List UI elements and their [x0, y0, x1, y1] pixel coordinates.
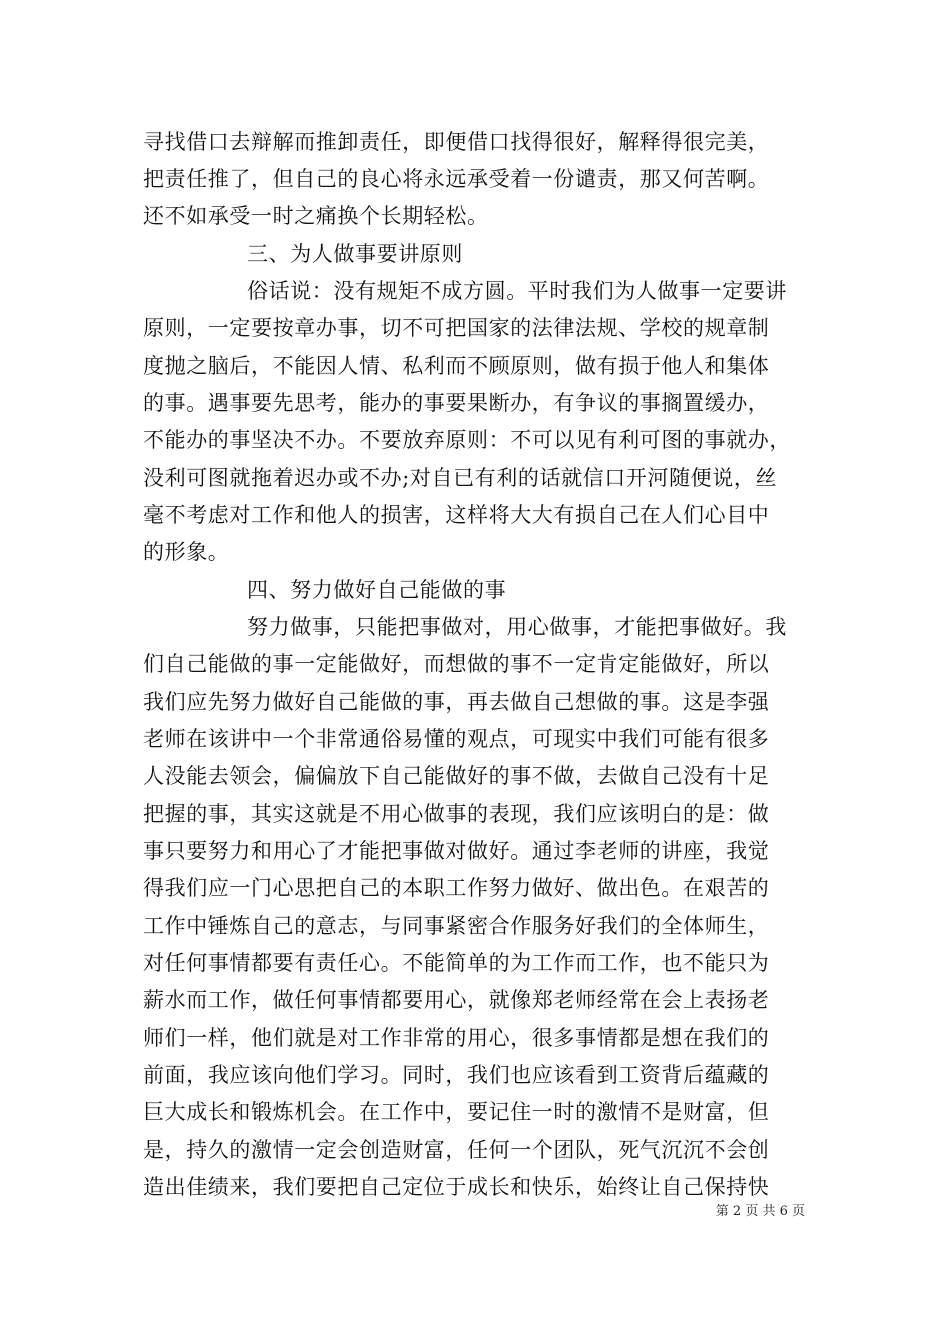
text-line: 造出佳绩来，我们要把自己定位于成长和快乐，始终让自己保持快	[143, 1175, 770, 1199]
text-line: 努力做事，只能把事做对，用心做事，才能把事做好。我	[247, 615, 787, 639]
text-line: 原则，一定要按章办事，切不可把国家的法律法规、学校的规章制	[143, 316, 770, 340]
text-line: 巨大成长和锻炼机会。在工作中，要记住一时的激情不是财富，但	[143, 1100, 770, 1124]
text-line: 师们一样，他们就是对工作非常的用心，很多事情都是想在我们的	[143, 1026, 770, 1050]
text-line: 度抛之脑后，不能因人情、私利而不顾原则，做有损于他人和集体	[143, 354, 770, 378]
text-line: 毫不考虑对工作和他人的损害，这样将大大有损自己在人们心目中	[143, 503, 770, 527]
section-heading-4: 四、努力做好自己能做的事	[247, 578, 507, 602]
text-line: 得我们应一门心思把自己的本职工作努力做好、做出色。在艰苦的	[143, 876, 770, 900]
text-line: 工作中锤炼自己的意志，与同事紧密合作服务好我们的全体师生，	[143, 914, 770, 938]
text-line: 是，持久的激情一定会创造财富，任何一个团队，死气沉沉不会创	[143, 1138, 770, 1162]
text-line: 把责任推了，但自己的良心将永远承受着一份谴责，那又何苦啊。	[143, 167, 770, 191]
text-line: 们自己能做的事一定能做好，而想做的事不一定肯定能做好，所以	[143, 652, 770, 676]
text-line: 人没能去领会，偏偏放下自己能做好的事不做，去做自己没有十足	[143, 764, 770, 788]
text-line: 事只要努力和用心了才能把事做对做好。通过李老师的讲座，我觉	[143, 839, 770, 863]
text-line: 对任何事情都要有责任心。不能简单的为工作而工作，也不能只为	[143, 951, 770, 975]
text-line: 还不如承受一时之痛换个长期轻松。	[143, 204, 489, 228]
page-number-footer: 第 2 页 共 6 页	[715, 1204, 805, 1219]
text-line: 俗话说：没有规矩不成方圆。平时我们为人做事一定要讲	[247, 279, 787, 303]
text-line: 没利可图就拖着迟办或不办;对自已有利的话就信口开河随便说，丝	[143, 466, 778, 490]
text-line: 我们应先努力做好自己能做的事，再去做自己想做的事。这是李强	[143, 690, 770, 714]
text-line: 的事。遇事要先思考，能办的事要果断办，有争议的事搁置缓办，	[143, 391, 770, 415]
text-line: 前面，我应该向他们学习。同时，我们也应该看到工资背后蕴藏的	[143, 1063, 770, 1087]
text-line: 把握的事，其实这就是不用心做事的表现，我们应该明白的是：做	[143, 802, 770, 826]
text-line: 薪水而工作，做任何事情都要用心，就像郑老师经常在会上表扬老	[143, 988, 770, 1012]
section-heading-3: 三、为人做事要讲原则	[247, 242, 463, 266]
text-line: 寻找借口去辩解而推卸责任，即便借口找得很好，解释得很完美，	[143, 130, 770, 154]
text-line: 的形象。	[143, 540, 230, 564]
text-line: 老师在该讲中一个非常通俗易懂的观点，可现实中我们可能有很多	[143, 727, 770, 751]
text-line: 不能办的事坚决不办。不要放弃原则：不可以见有利可图的事就办，	[143, 428, 791, 452]
